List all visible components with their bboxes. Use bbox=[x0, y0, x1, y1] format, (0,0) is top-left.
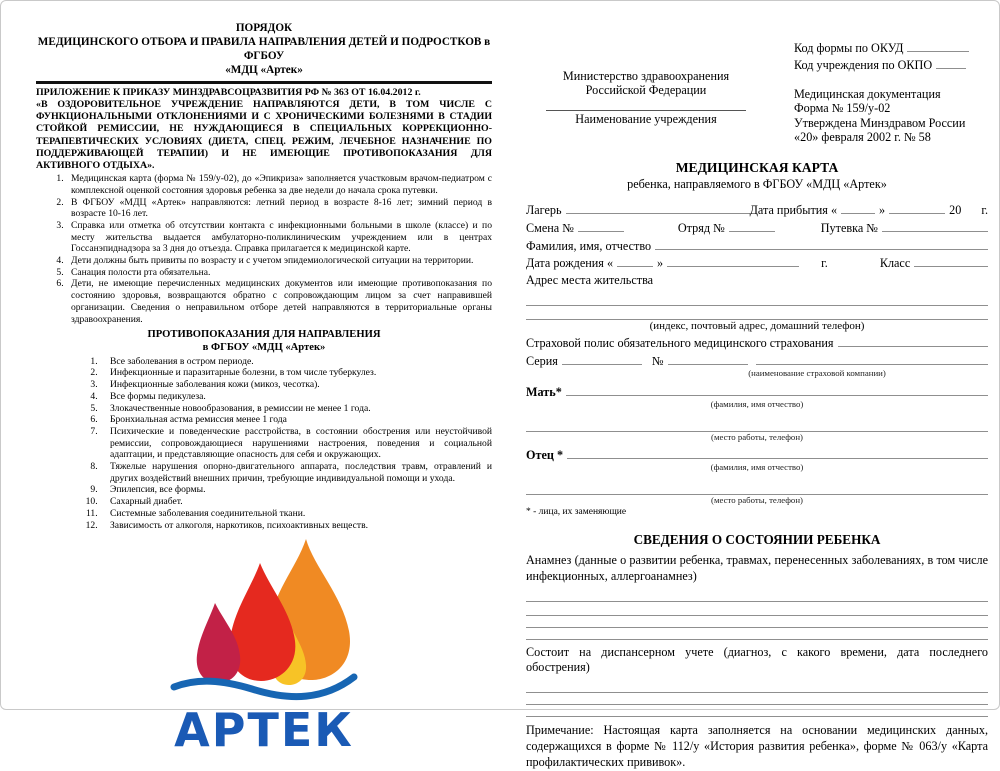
father-work-blank bbox=[526, 481, 988, 495]
selection-rule-item: 6. Дети, не имеющие перечисленных медицинских документов или имеющие противопоказания по состоянию здоровья, возвращаются обратно с сопровождающим лицом за счет направившей организации. Сведения о неправильном отборе детей направляются в территориальные органы здравоохранения. bbox=[66, 278, 492, 325]
doc-type: Медицинская документация bbox=[794, 86, 941, 101]
contraindication-item: 5. Злокачественные новообразования, в ремиссии не менее 1 года. bbox=[100, 403, 492, 415]
appendix-body: «В ОЗДОРОВИТЕЛЬНОЕ УЧРЕЖДЕНИЕ НАПРАВЛЯЮТСЯ ДЕТИ, В ТОМ ЧИСЛЕ С ФУНКЦИОНАЛЬНЫМИ ОТКЛОНЕНИЯМИ И С ХРОНИЧЕСКИМИ БОЛЕЗНЯМИ В СТАДИИ СТОЙКОЙ РЕМИССИИ, НЕ НУЖДАЮЩИЕСЯ В СПЕЦИАЛЬНЫХ КОРРЕКЦИОННО-ТЕРАПЕВТИЧЕСКИХ УСЛОВИЯХ (ДИЕТА, СПЕЦ. РЕЖИМ, ЛЕЧЕБНОЕ НАЗНАЧЕНИЕ ПО ПОДДЕРЖИВАЮЩЕЙ ТЕРАПИИ) И НЕ ИМЕЮЩИЕ ПРОТИВОПОКАЗАНИЯ ДЛЯ АКТИВНОГО ОТДЫХА». bbox=[36, 99, 492, 171]
dispensary-blank-3 bbox=[526, 705, 988, 717]
selection-rule-item: 3. Справка или отметка об отсутствии контакта с инфекционными больными в школе (классе) и по месту жительства выдается амбулаторно-поликлиническим учреждением или в центрах Госсанэпиднадзора за 3 дня до отъезда. Справка прилагается к медицинской карте. bbox=[66, 220, 492, 255]
contraindication-item: 6. Бронхиальная астма ремиссия менее 1 года bbox=[100, 414, 492, 426]
order-title bbox=[36, 21, 492, 77]
father-row bbox=[526, 447, 988, 462]
anamnesis-paragraph: Анамнез (данные о развитии ребенка, травмах, перенесенных заболеваниях, в том числе инфекционных, аллергоанамнез) bbox=[526, 552, 988, 583]
insurance-blank bbox=[838, 335, 988, 347]
full-name-row bbox=[526, 238, 988, 253]
shift-label: Смена № bbox=[526, 220, 574, 235]
father-work-hint: (место работы, телефон) bbox=[711, 494, 803, 505]
page-right bbox=[526, 37, 988, 771]
card-title: МЕДИЦИНСКАЯ КАРТА bbox=[675, 160, 839, 176]
approved-by: Утверждена Минздравом России bbox=[794, 115, 966, 130]
doc-approval-block bbox=[794, 87, 988, 145]
camp-arrival-row bbox=[526, 202, 988, 217]
child-state-heading: СВЕДЕНИЯ О СОСТОЯНИИ РЕБЕНКА bbox=[633, 532, 881, 548]
mother-label: Мать* bbox=[526, 384, 562, 399]
shift-blank bbox=[578, 220, 624, 232]
contraindications-heading-line1: ПРОТИВОПОКАЗАНИЯ ДЛЯ НАПРАВЛЕНИЯ bbox=[147, 329, 381, 341]
ministry-block bbox=[526, 37, 766, 144]
series-number-row bbox=[526, 353, 988, 368]
okpo-label: Код учреждения по ОКПО bbox=[794, 58, 933, 73]
arrival-century: 20 bbox=[949, 202, 962, 217]
squad-label: Отряд № bbox=[677, 220, 725, 235]
mother-name-hint: (фамилия, имя отчество) bbox=[710, 399, 804, 410]
full-name-label: Фамилия, имя, отчество bbox=[526, 238, 652, 253]
okpo-blank bbox=[936, 57, 966, 69]
class-blank bbox=[914, 255, 988, 267]
approved-date: «20» февраля 2002 г. № 58 bbox=[794, 129, 931, 144]
contraindication-item: 9. Эпилепсия, все формы. bbox=[100, 484, 492, 496]
mother-name-blank bbox=[566, 384, 988, 396]
insurance-label: Страховой полис обязательного медицинского страхования bbox=[526, 336, 834, 351]
ministry-line1: Министерство здравоохранения bbox=[562, 69, 730, 83]
address-row bbox=[526, 273, 988, 287]
artek-wordmark: АРТЕК bbox=[174, 703, 354, 758]
substitutes-note: * - лица, их заменяющие bbox=[526, 507, 627, 518]
birth-year-suffix: г. bbox=[821, 256, 828, 271]
contraindications-heading-line2: в ФГБОУ «МДЦ «Артек» bbox=[202, 342, 326, 354]
mother-work-hint: (место работы, телефон) bbox=[711, 431, 803, 442]
contraindication-item: 10. Сахарный диабет. bbox=[100, 496, 492, 508]
address-hint: (индекс, почтовый адрес, домашний телефон) bbox=[649, 319, 865, 332]
address-blank-line-1 bbox=[526, 292, 988, 306]
address-blank-line-2 bbox=[526, 306, 988, 320]
dispensary-blank-2 bbox=[526, 693, 988, 705]
form-number: Форма № 159/у-02 bbox=[794, 101, 891, 116]
flame-wave-icon bbox=[164, 537, 364, 705]
arrival-year-suffix: г. bbox=[981, 202, 988, 217]
selection-rule-item: 1. Медицинская карта (форма № 159/у-02), до «Эпикриза» заполняется участковым врачом-педиатром с комплексной оценкой состояния здоровья ребенка за две недели до начала срока путевки. bbox=[66, 173, 492, 196]
form-fields bbox=[526, 202, 988, 519]
company-blank bbox=[756, 353, 988, 365]
page-left bbox=[36, 21, 492, 758]
note-paragraph: Примечание: Настоящая карта заполняется на основании медицинских данных, содержащихся в форме № 112/у «История развития ребенка», форме № 063/у «Карта профилактических прививок». bbox=[526, 723, 988, 770]
okpo-row bbox=[794, 57, 988, 72]
arrival-month-blank bbox=[889, 202, 945, 214]
birth-day-blank bbox=[617, 255, 653, 267]
institution-blank-line bbox=[546, 109, 746, 111]
father-label: Отец * bbox=[526, 447, 564, 462]
selection-rule-item: 4. Дети должны быть привиты по возрасту и с учетом эпидемиологической ситуации на территории. bbox=[66, 255, 492, 267]
contraindication-item: 11. Системные заболевания соединительной ткани. bbox=[100, 508, 492, 520]
order-title-line2: МЕДИЦИНСКОГО ОТБОРА И ПРАВИЛА НАПРАВЛЕНИЯ ДЕТЕЙ И ПОДРОСТКОВ в ФГБОУ bbox=[37, 36, 491, 62]
selection-rule-item: 5. Санация полости рта обязательна. bbox=[66, 267, 492, 279]
contraindication-item: 12. Зависимость от алкоголя, наркотиков, психоактивных веществ. bbox=[100, 520, 492, 532]
anamnesis-blank-2 bbox=[526, 602, 988, 616]
company-hint: (наименование страховой компании) bbox=[748, 368, 886, 379]
arrival-day-blank bbox=[841, 202, 875, 214]
appendix-heading: ПРИЛОЖЕНИЕ К ПРИКАЗУ МИНЗДРАВСОЦРАЗВИТИЯ РФ № 363 ОТ 16.04.2012 г. bbox=[36, 87, 421, 98]
anamnesis-blank-3 bbox=[526, 616, 988, 628]
full-name-blank bbox=[655, 238, 988, 250]
okud-row bbox=[794, 40, 988, 55]
codes-block bbox=[766, 37, 988, 144]
contraindication-item: 4. Все формы педикулеза. bbox=[100, 391, 492, 403]
arrival-close-quote: » bbox=[879, 202, 886, 217]
mother-work-blank bbox=[526, 418, 988, 432]
birth-class-row bbox=[526, 255, 988, 270]
contraindications-list bbox=[36, 356, 492, 532]
card-subtitle: ребенка, направляемого в ФГБОУ «МДЦ «Артек» bbox=[627, 177, 887, 192]
voucher-label: Путевка № bbox=[820, 220, 878, 235]
mother-row bbox=[526, 384, 988, 399]
insurance-row bbox=[526, 335, 988, 350]
birth-close-quote: » bbox=[657, 256, 664, 271]
anamnesis-blank-1 bbox=[526, 588, 988, 602]
ministry-line2: Российской Федерации bbox=[585, 83, 707, 98]
selection-rule-item: 2. В ФГБОУ «МДЦ «Артек» направляются: летний период в возрасте 8-16 лет; зимний период в возрасте 10-16 лет. bbox=[66, 197, 492, 220]
address-label: Адрес места жительства bbox=[526, 273, 654, 288]
camp-blank bbox=[566, 202, 750, 214]
dispensary-blank-1 bbox=[526, 679, 988, 693]
number-label: № bbox=[651, 354, 664, 369]
selection-rules-list bbox=[36, 173, 492, 325]
anamnesis-blank-4 bbox=[526, 628, 988, 640]
title-divider-rule bbox=[36, 81, 492, 84]
father-name-blank bbox=[567, 447, 988, 459]
contraindication-item: 8. Тяжелые нарушения опорно-двигательного аппарата, последствия травм, отравлений и других воздействий внешних причин, требующие индивидуальной помощи и ухода. bbox=[100, 461, 492, 484]
contraindication-item: 7. Психические и поведенческие расстройства, в состоянии обострения или неустойчивой ремиссии, сопровождающиеся нарушениями настроения, поведения и социальной адаптации, и представляющие опасность для себя и окружающих. bbox=[100, 426, 492, 461]
series-label: Серия bbox=[526, 354, 558, 369]
birth-label: Дата рождения « bbox=[526, 256, 614, 271]
camp-label: Лагерь bbox=[526, 202, 562, 217]
father-name-hint: (фамилия, имя отчество) bbox=[710, 462, 804, 473]
arrival-label: Дата прибытия « bbox=[749, 202, 838, 217]
artek-logo bbox=[36, 537, 492, 758]
class-label: Класс bbox=[879, 256, 911, 271]
shift-squad-voucher-row bbox=[526, 220, 988, 235]
dispensary-paragraph: Состоит на диспансерном учете (диагноз, с какого времени, дата последнего обострения) bbox=[526, 644, 988, 675]
series-blank bbox=[562, 353, 642, 365]
contraindications-heading bbox=[36, 328, 492, 354]
okud-label: Код формы по ОКУД bbox=[794, 40, 904, 55]
institution-hint: Наименование учреждения bbox=[575, 111, 717, 126]
order-title-line1: ПОРЯДОК bbox=[235, 22, 293, 34]
voucher-blank bbox=[882, 220, 988, 232]
contraindication-item: 2. Инфекционные и паразитарные болезни, в том числе туберкулез. bbox=[100, 367, 492, 379]
contraindication-item: 1. Все заболевания в остром периоде. bbox=[100, 356, 492, 368]
form-header bbox=[526, 37, 988, 144]
okud-blank bbox=[907, 40, 969, 52]
squad-blank bbox=[729, 220, 775, 232]
order-title-line3: «МДЦ «Артек» bbox=[225, 64, 303, 76]
number-blank bbox=[668, 353, 748, 365]
birth-month-blank bbox=[667, 255, 799, 267]
contraindication-item: 3. Инфекционные заболевания кожи (микоз, чесотка). bbox=[100, 379, 492, 391]
